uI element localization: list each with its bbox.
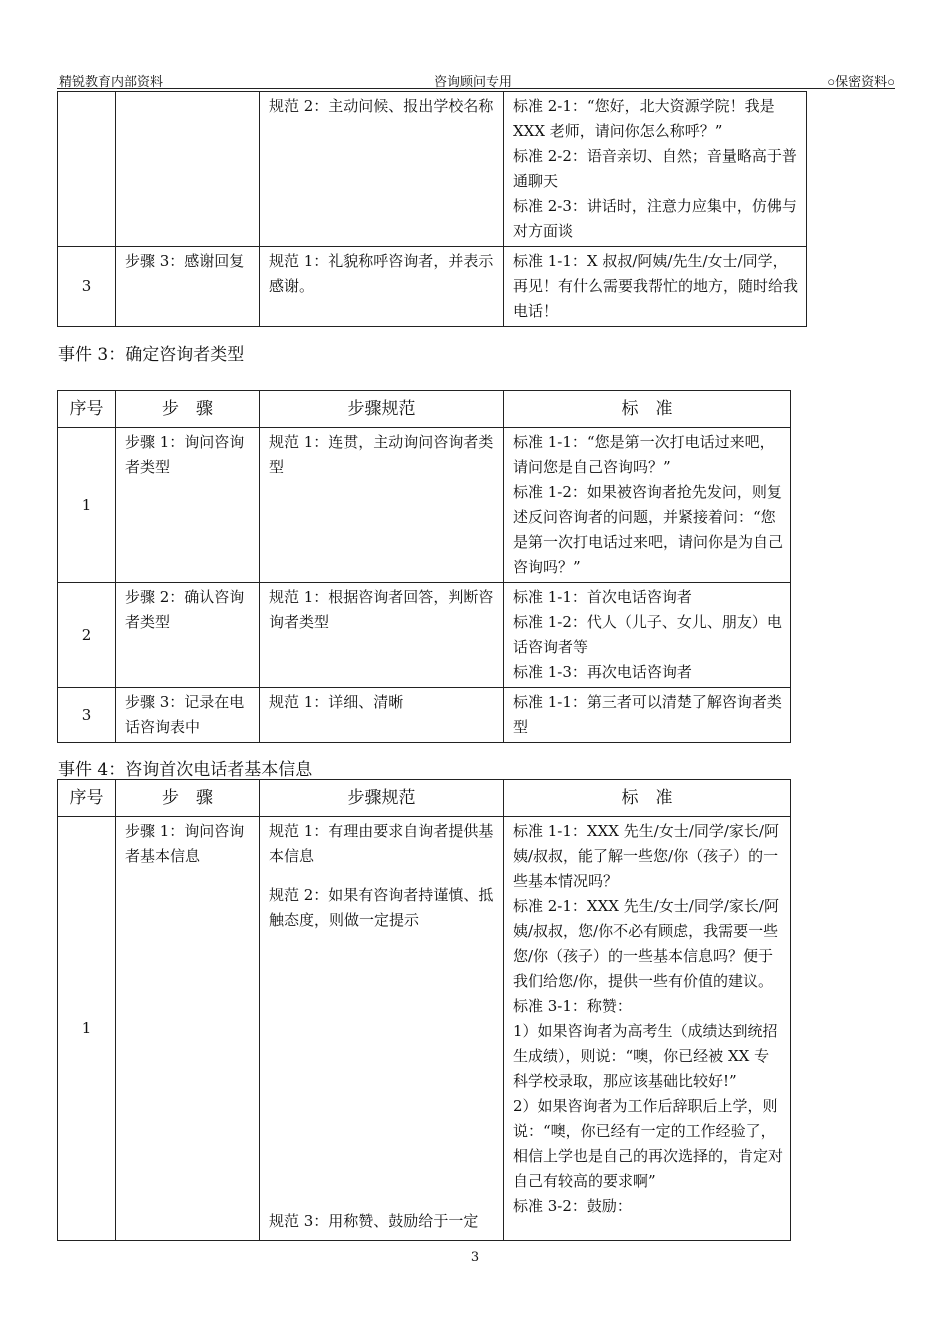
norm-cell xyxy=(260,92,504,247)
row-number xyxy=(58,92,116,247)
table-row xyxy=(58,583,791,688)
norm-text: 规范 3：用称赞、鼓励给于一定 xyxy=(269,1212,479,1230)
standard-cell xyxy=(504,428,791,583)
table-row xyxy=(58,247,807,327)
row-number: 3 xyxy=(58,247,116,327)
standard-cell xyxy=(504,247,807,327)
row-number: 1 xyxy=(58,428,116,583)
event3-table xyxy=(57,390,791,743)
norm-text: 规范 1：礼貌称呼咨询者，并表示感谢。 xyxy=(269,252,494,295)
event3-title: 事件 3：确定咨询者类型 xyxy=(58,345,245,365)
table-header-row xyxy=(58,780,791,817)
row-number: 3 xyxy=(58,688,116,743)
page-number: 3 xyxy=(470,1250,480,1265)
norm-cell xyxy=(260,817,504,1241)
header-standard: 标 准 xyxy=(504,780,791,817)
step-cell: 步骤 3：感谢回复 xyxy=(116,247,260,327)
header-num: 序号 xyxy=(58,780,116,817)
norm-cell: 规范 1：连贯，主动询问咨询者类型 xyxy=(260,428,504,583)
standard-text: 标准 1-2：如果被咨询者抢先发问，则复述反问咨询者的问题，并紧接着问：“您是第一次打电话过来吧，请问你是为自己咨询吗？” xyxy=(513,483,784,576)
table-header-row xyxy=(58,391,791,428)
table-row xyxy=(58,817,791,1241)
standard-text: 标准 1-1：“您是第一次打电话过来吧，请问您是自己咨询吗？” xyxy=(513,433,775,476)
standard-cell xyxy=(504,583,791,688)
table-row xyxy=(58,688,791,743)
standard-text: 标准 1-1：XXX 先生/女士/同学/家长/阿姨/叔叔，能了解一些您/你（孩子）的一些基本情况吗？ xyxy=(513,822,779,890)
header-norm: 步骤规范 xyxy=(260,780,504,817)
norm-text: 规范 1：有理由要求自询者提供基本信息 xyxy=(269,822,494,865)
norm-cell: 规范 1：详细、清晰 xyxy=(260,688,504,743)
header-step: 步 骤 xyxy=(116,391,260,428)
step-cell: 步骤 1：询问咨询者类型 xyxy=(116,428,260,583)
event4-table xyxy=(57,779,791,1241)
continued-table xyxy=(57,91,807,327)
norm-cell: 规范 1：根据咨询者回答，判断咨询者类型 xyxy=(260,583,504,688)
step-cell: 步骤 3：记录在电话咨询表中 xyxy=(116,688,260,743)
standard-text: 标准 2-1：XXX 先生/女士/同学/家长/阿姨/叔叔，您/你不必有顾虑，我需要一些您/你（孩子）的一些基本信息吗？便于我们给您/你，提供一些有价值的建议。 xyxy=(513,897,779,990)
standard-text: 标准 2-2：语音亲切、自然；音量略高于普通聊天 xyxy=(513,147,797,190)
standard-text: 标准 1-2：代人（儿子、女儿、朋友）电话咨询者等 xyxy=(513,613,782,656)
standard-text: 标准 1-3：再次电话咨询者 xyxy=(513,663,692,681)
standard-text: 标准 3-1：称赞： xyxy=(513,997,632,1015)
table-row xyxy=(58,92,807,247)
event4-title: 事件 4：咨询首次电话者基本信息 xyxy=(58,760,313,780)
standard-text: 标准 1-1：第三者可以清楚了解咨询者类型 xyxy=(513,693,782,736)
step-cell xyxy=(116,92,260,247)
standard-text: 标准 2-3：讲话时，注意力应集中，仿佛与对方面谈 xyxy=(513,197,797,240)
standard-text: 标准 2-1：“您好，北大资源学院！我是 XXX 老师，请问你怎么称呼？” xyxy=(513,97,775,140)
header-right-text: ○保密资料○ xyxy=(827,74,895,89)
header-step: 步 骤 xyxy=(116,780,260,817)
page-header xyxy=(57,70,895,89)
standard-cell xyxy=(504,92,807,247)
standard-text: 1）如果咨询者为高考生（成绩达到统招生成绩），则说：“噢，你已经被 XX 专科学校录取，那应该基础比较好!” xyxy=(513,1022,778,1090)
header-standard: 标 准 xyxy=(504,391,791,428)
norm-text: 规范 2：主动问候、报出学校名称 xyxy=(269,97,494,115)
row-number: 1 xyxy=(58,817,116,1241)
standard-text: 2）如果咨询者为工作后辞职后上学，则说：“噢，你已经有一定的工作经验了，相信上学也是自己的再次选择的，肯定对自己有较高的要求啊” xyxy=(513,1097,784,1190)
header-center-text: 咨询顾问专用 xyxy=(434,74,513,89)
header-num: 序号 xyxy=(58,391,116,428)
header-norm: 步骤规范 xyxy=(260,391,504,428)
standard-text: 标准 3-2：鼓励： xyxy=(513,1197,632,1215)
standard-cell xyxy=(504,817,791,1241)
step-cell: 步骤 2：确认咨询者类型 xyxy=(116,583,260,688)
row-number: 2 xyxy=(58,583,116,688)
header-left-text: 精锐教育内部资料 xyxy=(59,74,164,89)
standard-text: 标准 1-1：X 叔叔/阿姨/先生/女士/同学，再见！有什么需要我帮忙的地方，随时给我电话！ xyxy=(513,252,799,320)
norm-cell xyxy=(260,247,504,327)
step-cell: 步骤 1：询问咨询者基本信息 xyxy=(116,817,260,1241)
standard-text: 标准 1-1：首次电话咨询者 xyxy=(513,588,692,606)
standard-cell xyxy=(504,688,791,743)
table-row xyxy=(58,428,791,583)
norm-text: 规范 2：如果有咨询者持谨慎、抵触态度，则做一定提示 xyxy=(269,886,494,929)
